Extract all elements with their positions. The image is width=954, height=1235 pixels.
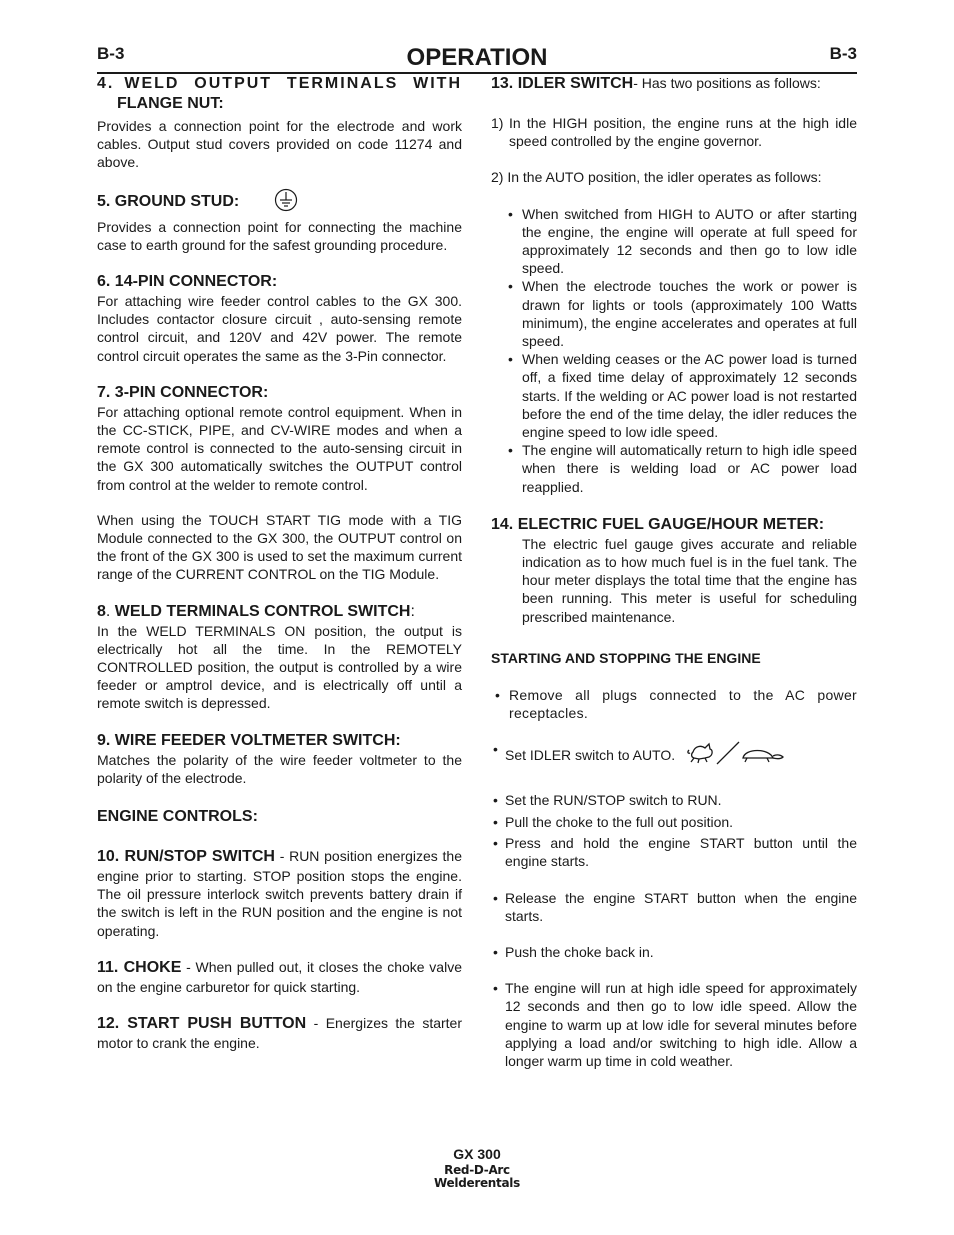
section-title: 11. CHOKE xyxy=(97,958,182,976)
section-ground-stud xyxy=(97,188,462,254)
list-text: In the HIGH position, the engine runs at the high idle speed controlled by the engine governor. xyxy=(509,115,857,150)
engine-controls-heading: ENGINE CONTROLS: xyxy=(97,808,258,826)
section-title: WELD OUTPUT TERMINALS WITH xyxy=(124,75,462,92)
page-title: OPERATION xyxy=(406,44,548,71)
list-item: • Pull the choke to the full out position. xyxy=(493,813,734,830)
list-item: • Remove all plugs connected to the AC power receptacles. xyxy=(495,687,857,722)
hare-turtle-icon xyxy=(685,740,789,772)
list-item: • Release the engine START button when the engine starts. xyxy=(493,889,857,924)
section-body: The electric fuel gauge gives accurate and reliable indication as to how much fuel is in the fuel tank. The hour meter displays the total time that the engine has been running. This meter is useful for scheduling prescribed maintenance. xyxy=(522,535,857,625)
section-title: 5. GROUND STUD: xyxy=(97,192,240,210)
section-idler-switch xyxy=(491,74,857,496)
section-body: - Energizes the starter motor to crank the engine. xyxy=(97,1015,462,1052)
list-item: • When the electrode touches the work or power is drawn for lights or tools (approximately 100 Watts minimum), the engine accelerates and operates at full speed. xyxy=(508,278,857,350)
section-lead: - Has two positions as follows: xyxy=(633,75,821,91)
page-code-left: B-3 xyxy=(97,44,125,63)
section-wire-feeder-voltmeter-switch xyxy=(97,731,462,787)
section-body: - When pulled out, it closes the choke valve on the engine carburetor for quick starting. xyxy=(97,958,462,995)
section-body: When using the TOUCH START TIG mode with a TIG Module connected to the GX 300, the OUTPUT control on the front of the GX 300 is used to set the maximum current range of the CURRENT CONTROL on the TIG Module. xyxy=(97,511,462,583)
list-item: • The engine will automatically return to high idle speed when there is welding load or AC power load reapplied. xyxy=(508,442,857,495)
section-start-push-button xyxy=(97,1014,462,1052)
list-item: 2) In the AUTO position, the idler operates as follows: xyxy=(491,169,822,186)
list-item: • Push the choke back in. xyxy=(493,943,654,960)
section-body: - RUN position energizes the engine prior to starting. STOP position stops the engine. The oil pressure interlock switch prevents battery drain if the switch is left in the RUN position and the engine is not operating. xyxy=(97,848,462,939)
section-run-stop-switch xyxy=(97,847,462,940)
section-14-pin-connector xyxy=(97,272,462,365)
section-fuel-gauge-hour-meter xyxy=(491,515,857,626)
section-starting-stopping xyxy=(491,649,857,1070)
section-choke xyxy=(97,958,462,996)
section-title: 6. 14-PIN CONNECTOR: xyxy=(97,273,278,291)
list-item xyxy=(491,114,857,150)
ground-icon xyxy=(274,188,298,218)
section-3-pin-connector xyxy=(97,383,462,584)
idler-bullets xyxy=(491,205,857,496)
section-body: Matches the polarity of the wire feeder voltmeter to the polarity of the electrode. xyxy=(97,751,462,786)
list-item: • Set the RUN/STOP switch to RUN. xyxy=(493,791,722,808)
list-item: • When switched from HIGH to AUTO or after starting the engine, the engine will operate at full speed for approximately 12 seconds and then go to low idle speed. xyxy=(508,205,857,277)
section-body: For attaching wire feeder control cables to the GX 300. Includes contactor closure circuit , auto-sensing remote control circuit, and 120V and 42V power. The remote control circuit operates the same as the 3-Pin connector. xyxy=(97,293,462,364)
list-item: • Set IDLER switch to AUTO. xyxy=(491,740,857,772)
section-body: For attaching optional remote control equipment. When in the CC-STICK, PIPE, and CV-WIRE modes and when a remote control is connected to the auto-sensing circuit in the GX 300 automatically switches the OUTPUT control from control at the welder to remote control. xyxy=(97,403,462,493)
section-body: Provides a connection point for the electrode and work cables. Output stud covers provided on code 11274 and above. xyxy=(97,118,462,171)
brand-line-2: Welderentals xyxy=(434,1176,520,1190)
list-item: • When welding ceases or the AC power load is turned off, a fixed time delay of approximately 12 seconds starts. If the welding or AC power load is not restarted before the end of the time delay, the idler reduces the engine speed to low idle speed. xyxy=(508,351,857,441)
section-title: 7. 3-PIN CONNECTOR: xyxy=(97,383,269,401)
section-title: 13. IDLER SWITCH xyxy=(491,75,634,92)
section-number: 8 xyxy=(97,602,106,620)
section-title-cont: FLANGE NUT: xyxy=(117,95,224,112)
footer-model: GX 300 xyxy=(453,1146,501,1162)
section-title: WELD TERMINALS CONTROL SWITCH xyxy=(114,602,411,620)
section-weld-output-terminals xyxy=(97,74,462,172)
section-title: 9. WIRE FEEDER VOLTMETER SWITCH: xyxy=(97,731,401,749)
left-column xyxy=(97,74,462,1052)
section-body: Provides a connection point for connecting the machine case to earth ground for the safest grounding procedure. xyxy=(97,218,462,253)
section-title: 14. ELECTRIC FUEL GAUGE/HOUR METER: xyxy=(491,515,825,533)
starting-steps xyxy=(491,686,857,1070)
list-item: • Press and hold the engine START button until the engine starts. xyxy=(493,835,857,870)
footer-logo xyxy=(0,1164,954,1190)
section-body: In the WELD TERMINALS ON position, the output is electrically hot all the time. In the REMOTELY CONTROLLED position, the output is controlled by a wire feeder or amptrol device, and is electrically off until a remote switch is depressed. xyxy=(97,622,462,712)
section-title: 10. RUN/STOP SWITCH xyxy=(97,848,275,866)
brand-line-1: Red-D-Arc xyxy=(444,1163,510,1177)
section-weld-terminals-control-switch: 8. WELD TERMINALS CONTROL SWITCH: In the WELD TERMINALS ON position, the output is electrically hot all the time. In the REMOTELY CONTROLLED position, the output is controlled by a wire feeder or amptrol device, and is electrically off until a remote switch is depressed. xyxy=(97,602,462,712)
list-item: • The engine will run at high idle speed for approximately 12 seconds and then go to low idle speed. Allow the engine to warm up at low idle for several minutes before applying a load and/or switching to high idle. Allow a longer warm up time in cold weather. xyxy=(493,980,857,1069)
list-number: 1) xyxy=(491,115,504,131)
section-title: 12. START PUSH BUTTON xyxy=(97,1015,307,1033)
section-number: 4. xyxy=(97,75,115,92)
page-code-right: B-3 xyxy=(829,44,857,63)
section-title: STARTING AND STOPPING THE ENGINE xyxy=(491,649,761,666)
right-column xyxy=(491,74,857,1070)
